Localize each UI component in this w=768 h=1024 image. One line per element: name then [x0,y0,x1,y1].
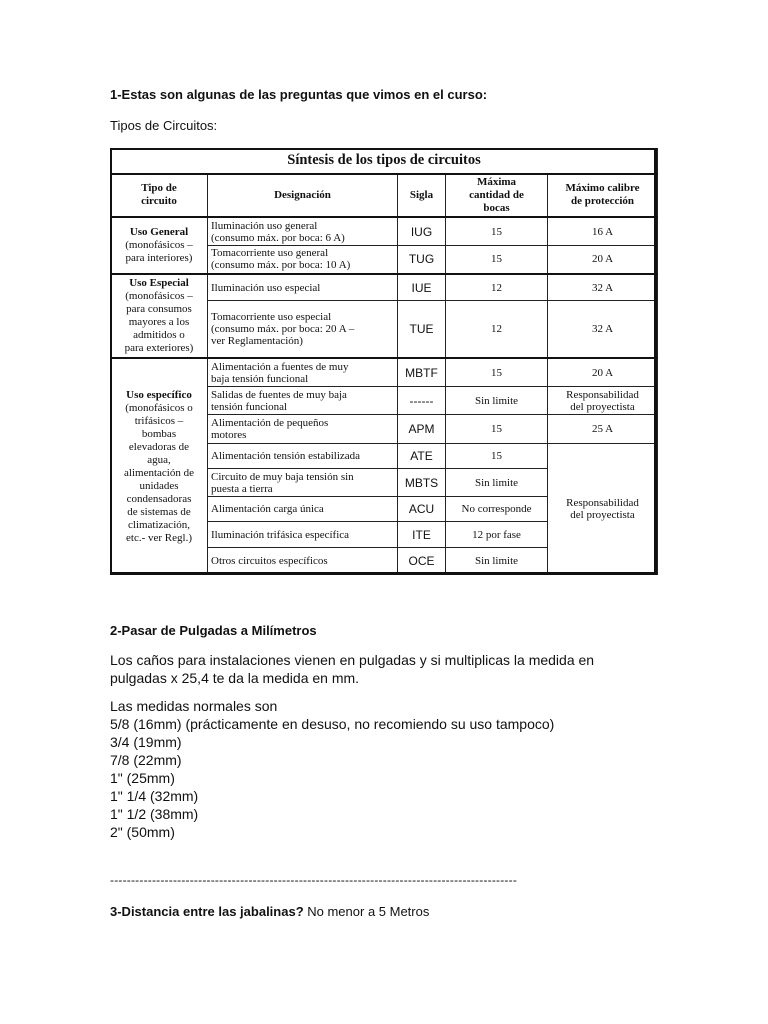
designacion-line: Alimentación a fuentes de muy [211,360,349,373]
header-tipo-l1: Tipo de [141,182,177,195]
row-designacion [208,301,398,359]
group-title: Uso General [129,225,189,238]
group-subtitle: de sistemas de [127,505,191,518]
row-designacion [208,415,398,443]
row-bocas: Sin limite [446,387,548,415]
header-tipo [111,174,208,217]
group-subtitle: para exteriores) [124,342,194,355]
table-title: Síntesis de los tipos de circuitos [111,149,658,174]
group-subtitle: (monofásicos – [125,238,193,251]
header-calibre-l2: de protección [570,195,635,208]
question-1-heading: 1-Estas son algunas de las preguntas que vimos en el curso: [110,87,488,102]
row-bocas: 12 [446,274,548,301]
table-row [111,358,658,386]
dashed-separator: ------------------------------------------------------------------------------------------------- [110,873,518,887]
row-sigla: ATE [398,443,446,468]
row-proteccion: 16 A [548,217,658,245]
designacion-line: (consumo máx. por boca: 6 A) [211,231,345,244]
group-subtitle: condensadoras [126,492,192,505]
designacion-line: Iluminación uso general [211,219,318,232]
designacion-line: Salidas de fuentes de muy baja [211,388,347,401]
paragraph-line: pulgadas x 25,4 te da la medida en mm. [110,670,360,686]
measures-intro: Las medidas normales son [110,698,278,714]
question-3 [110,904,429,919]
header-max-l2: cantidad de [469,188,524,201]
row-sigla: ACU [398,497,446,522]
row-designacion [208,468,398,496]
group-subtitle: alimentación de [124,466,194,479]
row-proteccion: 20 A [548,245,658,273]
header-max-bocas [446,174,548,217]
designacion-line: Tomacorriente uso especial [211,311,332,324]
header-max-l1: Máxima [476,175,517,188]
question-3-answer: No menor a 5 Metros [303,904,430,919]
designacion-line: Circuito de muy baja tensión sin [211,470,354,483]
group-title: Uso específico [126,388,192,401]
row-sigla: OCE [398,547,446,574]
row-sigla: MBTS [398,468,446,496]
designacion-line: baja tensión funcional [211,372,309,385]
measures-list [110,697,554,841]
row-bocas: 15 [446,358,548,386]
designacion-line: puesta a tierra [211,482,273,495]
row-designacion [208,358,398,386]
row-proteccion: 25 A [548,415,658,443]
list-item: 5/8 (16mm) (prácticamente en desuso, no recomiendo su uso tampoco) [110,716,555,732]
group-uso-general [111,217,208,274]
row-sigla: IUE [398,274,446,301]
circuit-types-label: Tipos de Circuitos: [110,118,218,133]
table-row [111,274,658,301]
header-calibre-l1: Máximo calibre [565,182,640,195]
group-subtitle: para consumos [126,303,192,316]
row-designacion [208,522,398,547]
group-subtitle: etc.- ver Regl.) [126,531,192,544]
header-designacion: Designación [208,174,398,217]
row-bocas: No corresponde [446,497,548,522]
designacion-line: Tomacorriente uso general [211,247,329,260]
header-tipo-l2: circuito [141,195,177,208]
row-bocas: Sin limite [446,468,548,496]
row-bocas: 15 [446,245,548,273]
row-bocas: Sin limite [446,547,548,574]
row-bocas: 15 [446,415,548,443]
row-bocas: 15 [446,443,548,468]
group-subtitle: elevadoras de [128,440,190,453]
designacion-line: Alimentación tensión estabilizada [211,449,361,462]
designacion-line: (consumo máx. por boca: 10 A) [211,259,351,272]
designacion-line: Otros circuitos específicos [211,554,328,567]
list-item: 1" (25mm) [110,770,175,786]
row-sigla: MBTF [398,358,446,386]
row-designacion [208,547,398,574]
group-subtitle: admitidos o [133,329,185,342]
conversion-paragraph [110,651,630,687]
row-proteccion: 32 A [548,301,658,359]
header-sigla: Sigla [398,174,446,217]
designacion-line: Alimentación carga única [211,503,324,516]
list-item: 1" 1/4 (32mm) [110,788,199,804]
group-subtitle: unidades [139,479,179,492]
row-designacion [208,497,398,522]
designacion-line: Iluminación trifásica específica [211,528,350,541]
designacion-line: (consumo máx. por boca: 20 A – [211,323,355,336]
paragraph-line: Los caños para instalaciones vienen en pulgadas y si multiplicas la medida en [110,652,595,668]
list-item: 7/8 (22mm) [110,752,182,768]
header-calibre [548,174,658,217]
row-proteccion: 20 A [548,358,658,386]
row-proteccion: 32 A [548,274,658,301]
group-subtitle: climatización, [128,518,190,531]
row-designacion [208,387,398,415]
row-proteccion [548,387,658,415]
group-subtitle: para interiores) [125,251,193,264]
group-subtitle: agua, [147,453,171,466]
group-subtitle: (monofásicos o [125,401,193,414]
table-header-row [111,174,658,217]
group-subtitle: (monofásicos – [125,290,193,303]
row-designacion [208,443,398,468]
question-2-heading: 2-Pasar de Pulgadas a Milímetros [110,623,317,638]
row-bocas: 12 por fase [446,522,548,547]
designacion-line: tensión funcional [211,400,288,413]
group-title: Uso Especial [129,277,189,290]
row-designacion [208,274,398,301]
table-row [111,217,658,245]
row-sigla: ------ [398,387,446,415]
proteccion-line: Responsabilidad [566,496,639,509]
row-designacion [208,245,398,273]
row-proteccion [548,443,658,574]
proteccion-line: del proyectista [570,400,635,413]
proteccion-line: Responsabilidad [566,388,639,401]
circuit-table-grid [110,148,658,575]
header-max-l3: bocas [483,201,510,214]
row-sigla: APM [398,415,446,443]
row-bocas: 12 [446,301,548,359]
list-item: 2" (50mm) [110,824,175,840]
designacion-line: motores [211,429,247,442]
circuit-types-table [110,148,657,575]
row-sigla: IUG [398,217,446,245]
row-sigla: TUE [398,301,446,359]
group-subtitle: mayores a los [128,316,190,329]
group-uso-especifico [111,358,208,574]
group-uso-especial [111,274,208,359]
row-sigla: ITE [398,522,446,547]
designacion-line: ver Reglamentación) [211,335,303,348]
list-item: 1" 1/2 (38mm) [110,806,199,822]
designacion-line: Alimentación de pequeños [211,417,329,430]
list-item: 3/4 (19mm) [110,734,182,750]
row-sigla: TUG [398,245,446,273]
proteccion-line: del proyectista [570,508,635,521]
designacion-line: Iluminación uso especial [211,281,321,294]
question-3-heading: 3-Distancia entre las jabalinas? [110,904,304,919]
row-bocas: 15 [446,217,548,245]
group-subtitle: bombas [141,427,177,440]
group-subtitle: trifásicos – [134,414,184,427]
row-designacion [208,217,398,245]
